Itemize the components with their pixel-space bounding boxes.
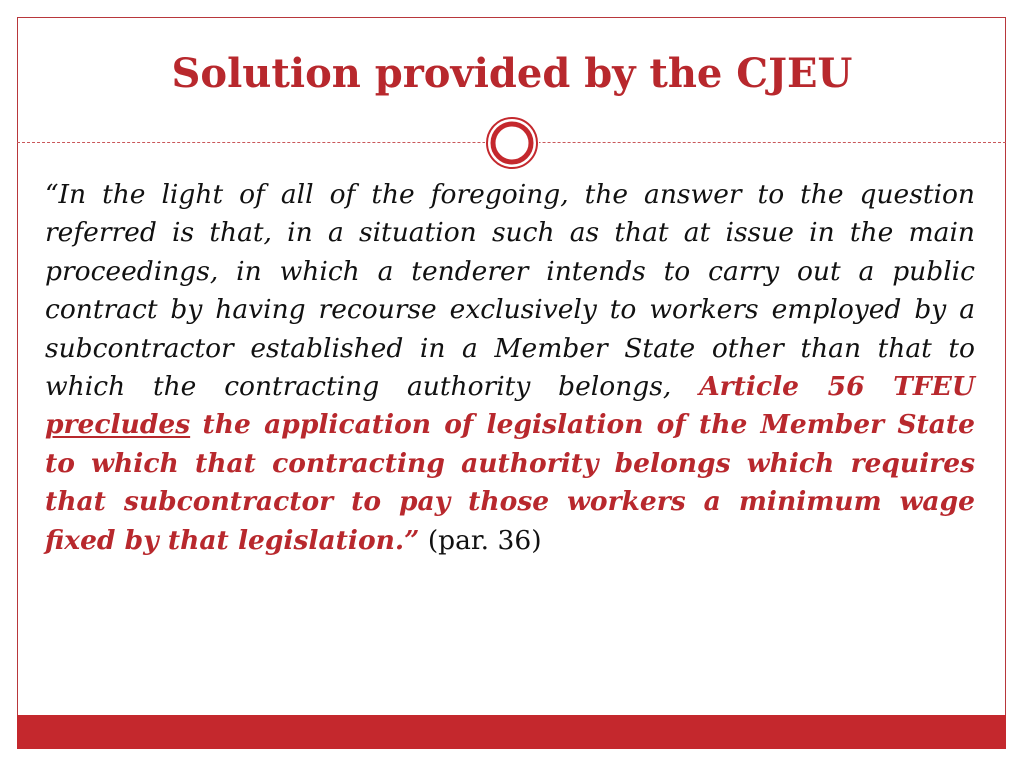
slide-title: Solution provided by the CJEU bbox=[171, 50, 853, 97]
circle-ring-ornament-icon bbox=[485, 116, 539, 170]
quote-plain-text: “In the light of all of the foregoing, the answer to the question referred is that, in a situation such as that at issue in the main proceedings, in which a tenderer intends to carry out a public contract by having recourse exclusively to workers employed by a subcontractor established in a Member State other than that to which the contracting authority belongs, bbox=[45, 179, 975, 403]
paragraph-reference: (par. 36) bbox=[427, 524, 542, 556]
quote-emphasis-lead: Article 56 TFEU bbox=[699, 371, 975, 403]
quote-emphasis-rest: the application of legislation of the Member State to which that contracting authority belongs which requires that subcontractor to pay those workers a minimum wage fixed by that legislation.” bbox=[45, 409, 975, 556]
judgment-quote bbox=[45, 176, 975, 560]
footer-bar bbox=[17, 715, 1006, 749]
quote-emphasis-underlined: precludes bbox=[45, 409, 191, 441]
